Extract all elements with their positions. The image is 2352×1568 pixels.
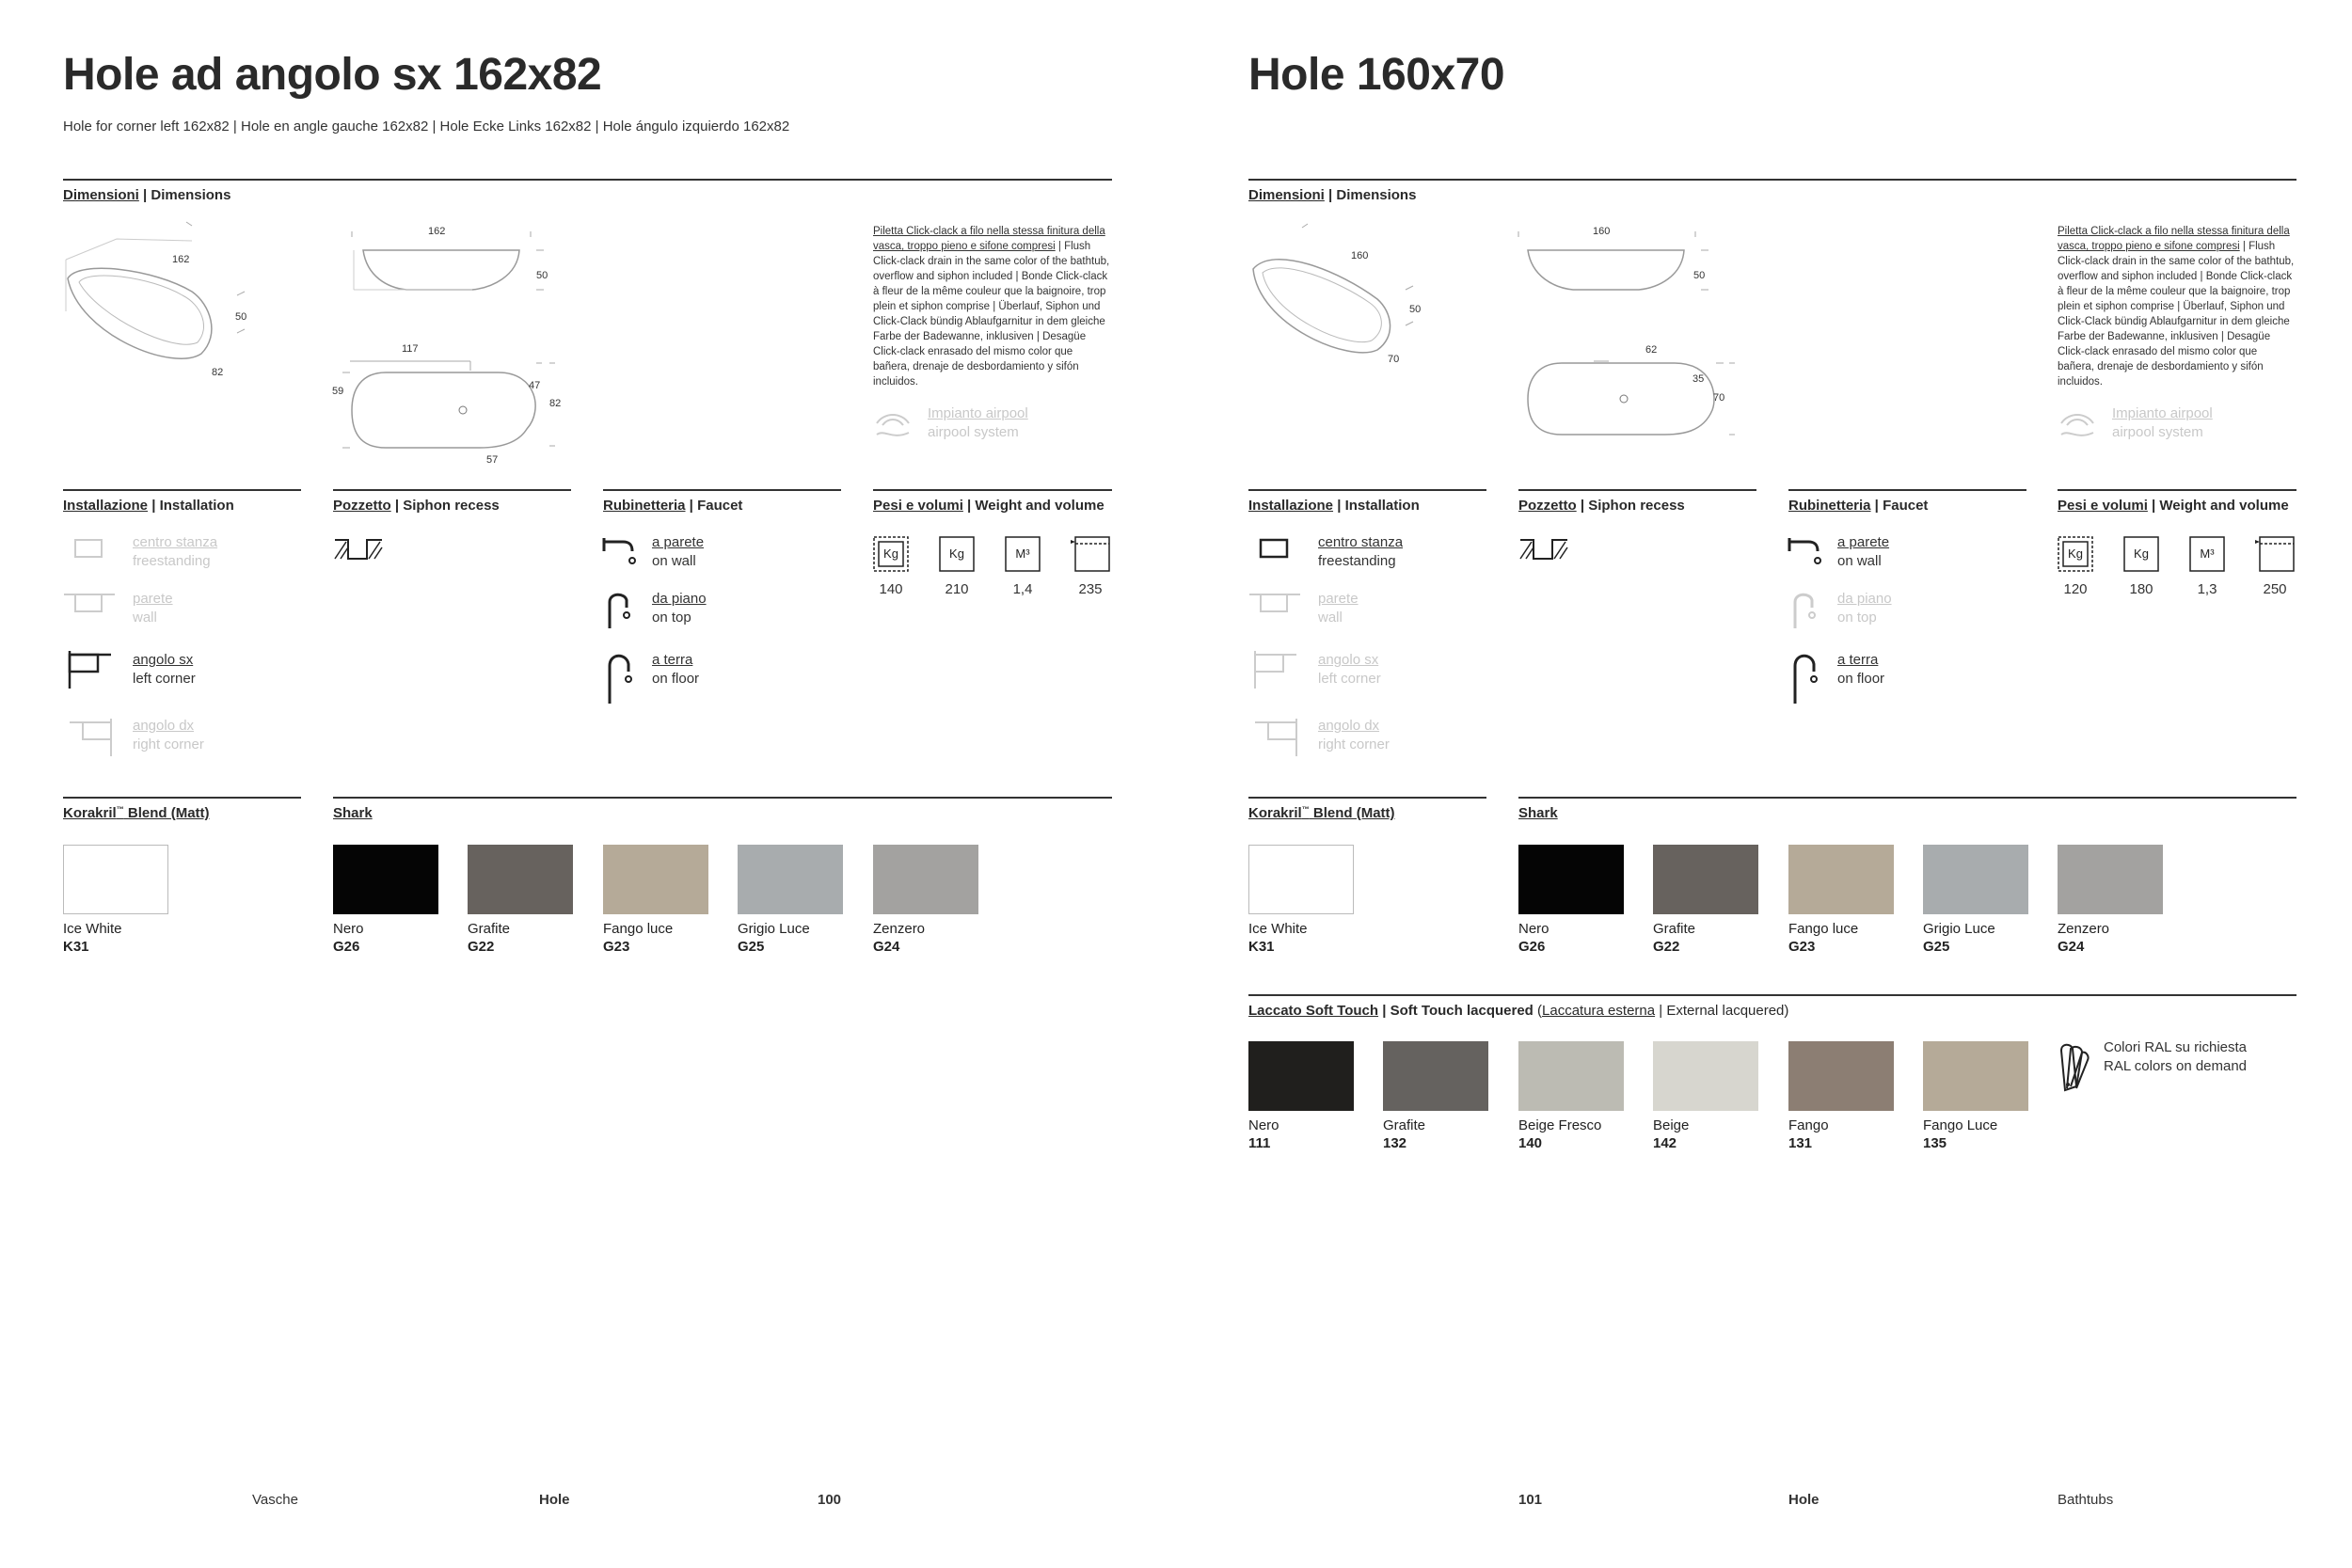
divider: [333, 797, 1112, 799]
weight-value: 250: [2263, 581, 2287, 597]
swatch-label: Zenzero G24: [2058, 921, 2110, 955]
faucet-wall: a parete on wall: [1837, 534, 1890, 569]
shark-heading: Shark: [1518, 805, 1558, 821]
weight-value: 180: [2129, 581, 2153, 597]
right-corner-icon: [66, 717, 115, 758]
drain-description: Piletta Click-clack a filo nella stessa finitura della vasca, troppo pieno e sifone compresi | Flush Click-clack drain in the same color of the bathtub, overflow and siphon included | Bonde Click-clack à fleur de la même couleur que la baignoire, trop plein et siphon comprise | Überlauf, Siphon und Click-Clack bündig Ablaufgarnitur in dem gleiche Farbe der Badewanne, inklusiven | Desagüe Click-clack enrasado del mismo color que bañera, drenaje de desbordamiento y sifón incluidos.: [2058, 226, 2295, 388]
bathtub-plan-drawing: [1515, 348, 1740, 451]
install-wall: parete wall: [133, 591, 173, 626]
swatch-label: Grigio Luce G25: [738, 921, 810, 955]
divider: [1248, 489, 1486, 491]
m3-icon-label: M³: [1015, 546, 1030, 561]
weight-value: 1,4: [1012, 581, 1033, 597]
m3-icon-label: M³: [2200, 546, 2215, 561]
dim-plan-d: 70: [1713, 392, 1725, 404]
install-left-corner: angolo sx left corner: [133, 652, 196, 687]
swatch-label: Ice White K31: [63, 921, 122, 955]
dim-front-height: 50: [536, 270, 548, 281]
swatch-grigio-luce[interactable]: [1923, 845, 2028, 914]
divider: [1518, 489, 1756, 491]
swatch-label: Zenzero G24: [873, 921, 926, 955]
dim-iso-top: 162: [172, 254, 190, 265]
swatch-label: Beige 142: [1653, 1117, 1690, 1151]
page-title: Hole ad angolo sx 162x82: [63, 50, 602, 100]
kg-icon-label: Kg: [2134, 546, 2149, 561]
wall-faucet-icon: [602, 532, 640, 570]
weight-value: 210: [945, 581, 969, 597]
capacity-icon: [2255, 536, 2295, 572]
airpool-icon: [873, 406, 913, 444]
right-page: [1176, 0, 2352, 1568]
swatch-label: Beige Fresco 140: [1518, 1117, 1602, 1151]
swatch-ice-white[interactable]: [63, 845, 168, 914]
dim-iso-top: 160: [1351, 250, 1369, 261]
swatch-lacquer-nero[interactable]: [1248, 1041, 1354, 1111]
swatch-label: Fango Luce 135: [1923, 1117, 1998, 1151]
divider: [63, 489, 301, 491]
dim-plan-a: 117: [402, 343, 419, 355]
divider: [603, 489, 841, 491]
korakril-heading: Korakril™ Blend (Matt): [63, 805, 210, 821]
install-freestanding: centro stanza freestanding: [1318, 534, 1404, 569]
left-corner-icon: [1251, 649, 1300, 690]
install-right-corner: angolo dx right corner: [1318, 718, 1390, 752]
divider: [1248, 994, 2296, 996]
top-faucet-icon: [1788, 589, 1825, 630]
page-number: 101: [1518, 1492, 1543, 1508]
swatch-lacquer-grafite[interactable]: [1383, 1041, 1488, 1111]
faucet-heading: Rubinetteria | Faucet: [1788, 498, 1929, 514]
page-number: 100: [818, 1492, 842, 1508]
swatch-label: Nero G26: [333, 921, 364, 955]
swatch-label: Fango luce G23: [1788, 921, 1859, 955]
dim-iso-depth: 70: [1388, 354, 1400, 365]
swatch-grafite[interactable]: [468, 845, 573, 914]
install-freestanding: centro stanza freestanding: [133, 534, 218, 569]
dimensions-heading: Dimensioni | Dimensions: [63, 187, 231, 203]
footer-product: Hole: [1788, 1492, 1820, 1508]
footer-section: Bathtubs: [2058, 1492, 2114, 1508]
dimensions-heading: Dimensioni | Dimensions: [1248, 187, 1417, 203]
install-wall: parete wall: [1318, 591, 1359, 626]
dim-front-height: 50: [1693, 270, 1706, 281]
capacity-icon: [1071, 536, 1110, 572]
install-left-corner: angolo sx left corner: [1318, 652, 1381, 687]
airpool-icon: [2058, 406, 2097, 444]
faucet-top: da piano on top: [1837, 591, 1892, 626]
floor-faucet-icon: [1788, 651, 1825, 705]
swatch-label: Grigio Luce G25: [1923, 921, 1995, 955]
siphon-recess-icon: [1518, 536, 1571, 564]
bathtub-front-drawing: [1517, 230, 1724, 324]
swatch-grafite[interactable]: [1653, 845, 1758, 914]
faucet-floor: a terra on floor: [1837, 652, 1885, 687]
install-right-corner: angolo dx right corner: [133, 718, 204, 752]
drain-description: Piletta Click-clack a filo nella stessa finitura della vasca, troppo pieno e sifone compresi | Flush Click-clack drain in the same color of the bathtub, overflow and siphon included | Bonde Click-clack à fleur de la même couleur que la baignoire, trop plein et siphon comprise | Überlauf, Siphon und Click-Clack bündig Ablaufgarnitur in dem gleiche Farbe der Badewanne, inklusiven | Desagüe Click-clack enrasado del mismo color que bañera, drenaje de desbordamiento y sifón incluidos.: [873, 226, 1110, 388]
weight-value: 1,3: [2197, 581, 2217, 597]
divider: [1518, 797, 2296, 799]
floor-faucet-icon: [602, 651, 640, 705]
divider: [2058, 489, 2296, 491]
divider: [333, 489, 571, 491]
swatch-zenzero[interactable]: [2058, 845, 2163, 914]
freestanding-icon[interactable]: [1253, 536, 1300, 562]
swatch-zenzero[interactable]: [873, 845, 978, 914]
swatch-nero[interactable]: [1518, 845, 1624, 914]
divider: [873, 489, 1112, 491]
page-title: Hole 160x70: [1248, 50, 1505, 100]
swatch-label: Grafite G22: [1653, 921, 1696, 955]
left-corner-icon[interactable]: [66, 649, 115, 690]
footer-product: Hole: [539, 1492, 570, 1508]
faucet-heading: Rubinetteria | Faucet: [603, 498, 743, 514]
dim-plan-c: 35: [1692, 373, 1705, 385]
dim-iso-depth: 82: [212, 367, 224, 378]
siphon-heading: Pozzetto | Siphon recess: [1518, 498, 1685, 514]
faucet-wall: a parete on wall: [652, 534, 705, 569]
lacquer-heading: Laccato Soft Touch | Soft Touch lacquered (Laccatura esterna | External lacquered): [1248, 1003, 1789, 1019]
divider: [1248, 179, 2296, 181]
dim-plan-e: 57: [486, 454, 499, 466]
swatch-label: Grafite 132: [1383, 1117, 1426, 1151]
swatch-lacquer-beige-fresco[interactable]: [1518, 1041, 1624, 1111]
kg-icon-label: Kg: [883, 546, 898, 561]
wall-icon: [1248, 591, 1304, 619]
bathtub-front-drawing: [350, 230, 557, 324]
divider: [1248, 797, 1486, 799]
right-corner-icon: [1251, 717, 1300, 758]
bathtub-plan-drawing: [339, 354, 564, 467]
wall-faucet-icon: [1788, 532, 1825, 570]
swatch-label: Fango 131: [1788, 1117, 1829, 1151]
dim-plan-a: 62: [1645, 344, 1658, 356]
bathtub-iso-drawing: [60, 222, 258, 391]
swatch-lacquer-fango[interactable]: [1788, 1041, 1894, 1111]
dim-plan-b: 59: [332, 386, 344, 397]
weight-heading: Pesi e volumi | Weight and volume: [873, 498, 1104, 514]
dim-iso-side: 50: [235, 311, 247, 323]
dim-plan-d: 82: [549, 398, 562, 409]
weight-heading: Pesi e volumi | Weight and volume: [2058, 498, 2289, 514]
wall-icon: [62, 591, 119, 619]
bathtub-iso-drawing: [1246, 222, 1443, 382]
kg-icon-label: Kg: [949, 546, 964, 561]
divider: [63, 797, 301, 799]
weight-value: 235: [1078, 581, 1103, 597]
ral-note: Colori RAL su richiesta RAL colors on demand: [2104, 1039, 2248, 1074]
swatch-fango-luce[interactable]: [1788, 845, 1894, 914]
swatch-lacquer-fango-luce[interactable]: [1923, 1041, 2028, 1111]
dim-front-width: 160: [1593, 226, 1611, 237]
color-fan-icon: [2058, 1041, 2090, 1094]
swatch-fango-luce[interactable]: [603, 845, 708, 914]
swatch-label: Fango luce G23: [603, 921, 674, 955]
footer-section: Vasche: [252, 1492, 298, 1508]
installation-heading: Installazione | Installation: [63, 498, 234, 514]
swatch-ice-white[interactable]: [1248, 845, 1354, 914]
swatch-label: Grafite G22: [468, 921, 511, 955]
page-subtitle: Hole for corner left 162x82 | Hole en angle gauche 162x82 | Hole Ecke Links 162x82 | Hole ángulo izquierdo 162x82: [63, 119, 790, 135]
swatch-label: Nero 111: [1248, 1117, 1279, 1151]
divider: [63, 179, 1112, 181]
swatch-nero[interactable]: [333, 845, 438, 914]
dim-plan-c: 47: [529, 380, 541, 391]
siphon-heading: Pozzetto | Siphon recess: [333, 498, 500, 514]
kg-icon-label: Kg: [2068, 546, 2083, 561]
shark-heading: Shark: [333, 805, 373, 821]
weight-value: 120: [2063, 581, 2088, 597]
swatch-lacquer-beige[interactable]: [1653, 1041, 1758, 1111]
airpool-label: Impianto airpool airpool system: [2112, 405, 2213, 440]
faucet-top: da piano on top: [652, 591, 707, 626]
dim-iso-side: 50: [1409, 304, 1422, 315]
weight-value: 140: [879, 581, 903, 597]
airpool-label: Impianto airpool airpool system: [928, 405, 1028, 440]
installation-heading: Installazione | Installation: [1248, 498, 1420, 514]
korakril-heading: Korakril™ Blend (Matt): [1248, 805, 1395, 821]
divider: [1788, 489, 2026, 491]
faucet-floor: a terra on floor: [652, 652, 700, 687]
dim-front-width: 162: [428, 226, 446, 237]
swatch-label: Ice White K31: [1248, 921, 1308, 955]
siphon-recess-icon: [333, 536, 386, 564]
top-faucet-icon: [602, 589, 640, 630]
swatch-grigio-luce[interactable]: [738, 845, 843, 914]
swatch-label: Nero G26: [1518, 921, 1549, 955]
freestanding-icon: [68, 536, 115, 562]
